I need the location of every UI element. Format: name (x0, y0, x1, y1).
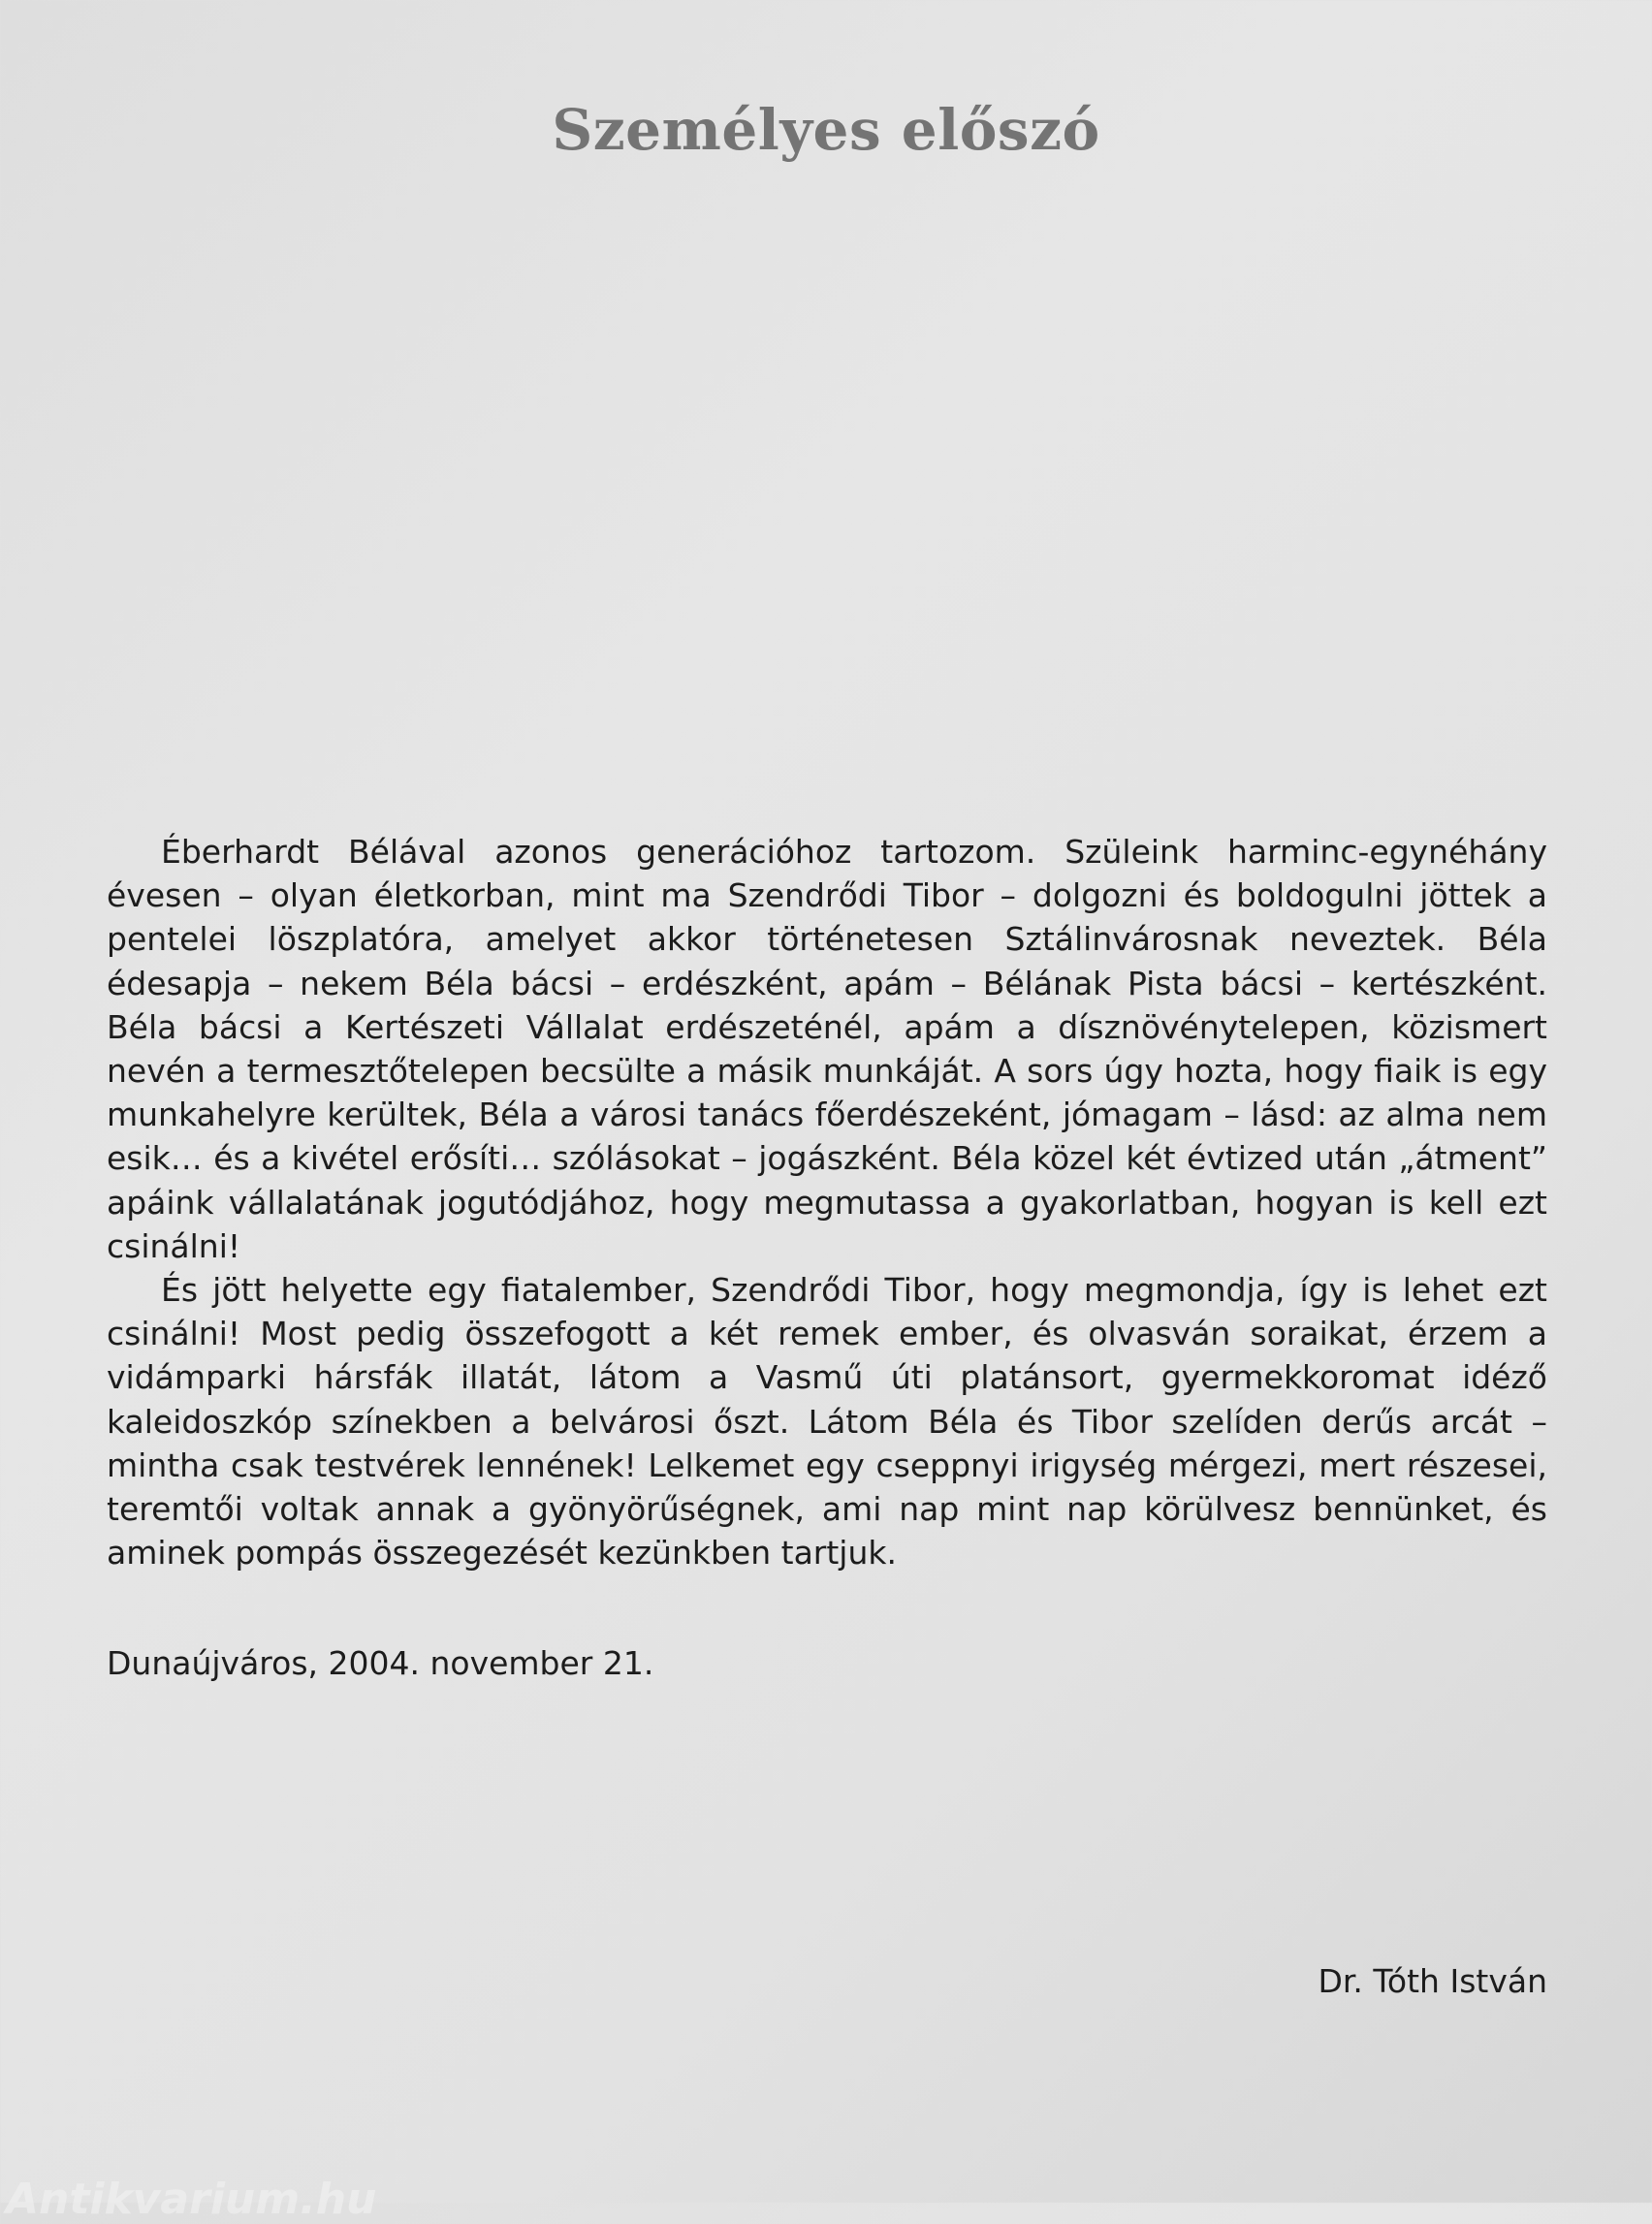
dateline: Dunaújváros, 2004. november 21. (107, 1644, 654, 1682)
watermark-text: Antikvarium.hu (6, 2175, 377, 2224)
signature: Dr. Tóth István (1318, 1962, 1547, 2000)
paragraph-1: Éberhardt Bélával azonos generációhoz tartozom. Szüleink harminc-egynéhány évesen – olyan életkorban, mint ma Szendrődi Tibor – dolgozni és boldogulni jöttek a pentelei löszplatóra, amelyet akkor történetesen Sztálinvárosnak neveztek. Béla édesapja – nekem Béla bácsi – erdészként, apám – Bélának Pista bácsi – kertészként. Béla bácsi a Kertészeti Vállalat erdészeténél, apám a dísznövénytelepen, közismert nevén a termesztőtelepen becsülte a másik munkáját. A sors úgy hozta, hogy fiaik is egy munkahelyre kerültek, Béla a városi tanács főerdészeként, jómagam – lásd: az alma nem esik… és a kivétel erősíti… szólásokat – jogászként. Béla közel két évtized után „átment” apáink vállalatának jogutódjához, hogy megmutassa a gyakorlatban, hogyan is kell ezt csinálni! (107, 833, 1547, 1265)
foreword-body (107, 830, 1547, 1574)
page-title: Személyes előszó (552, 97, 1100, 163)
paragraph-2: És jött helyette egy fiatalember, Szendrődi Tibor, hogy megmondja, így is lehet ezt csinálni! Most pedig összefogott a két remek ember, és olvasván soraikat, érzem a vidámparki hársfák illatát, látom a Vasmű úti platánsort, gyermekkoromat idéző kaleidoszkóp színekben a belvárosi őszt. Látom Béla és Tibor szelíden derűs arcát – mintha csak testvérek lennének! Lelkemet egy cseppnyi irigység mérgezi, mert részesei, teremtői voltak annak a gyönyörűségnek, ami nap mint nap körülvesz bennünket, és aminek pompás összegezését kezünkben tartjuk. (107, 1271, 1547, 1573)
